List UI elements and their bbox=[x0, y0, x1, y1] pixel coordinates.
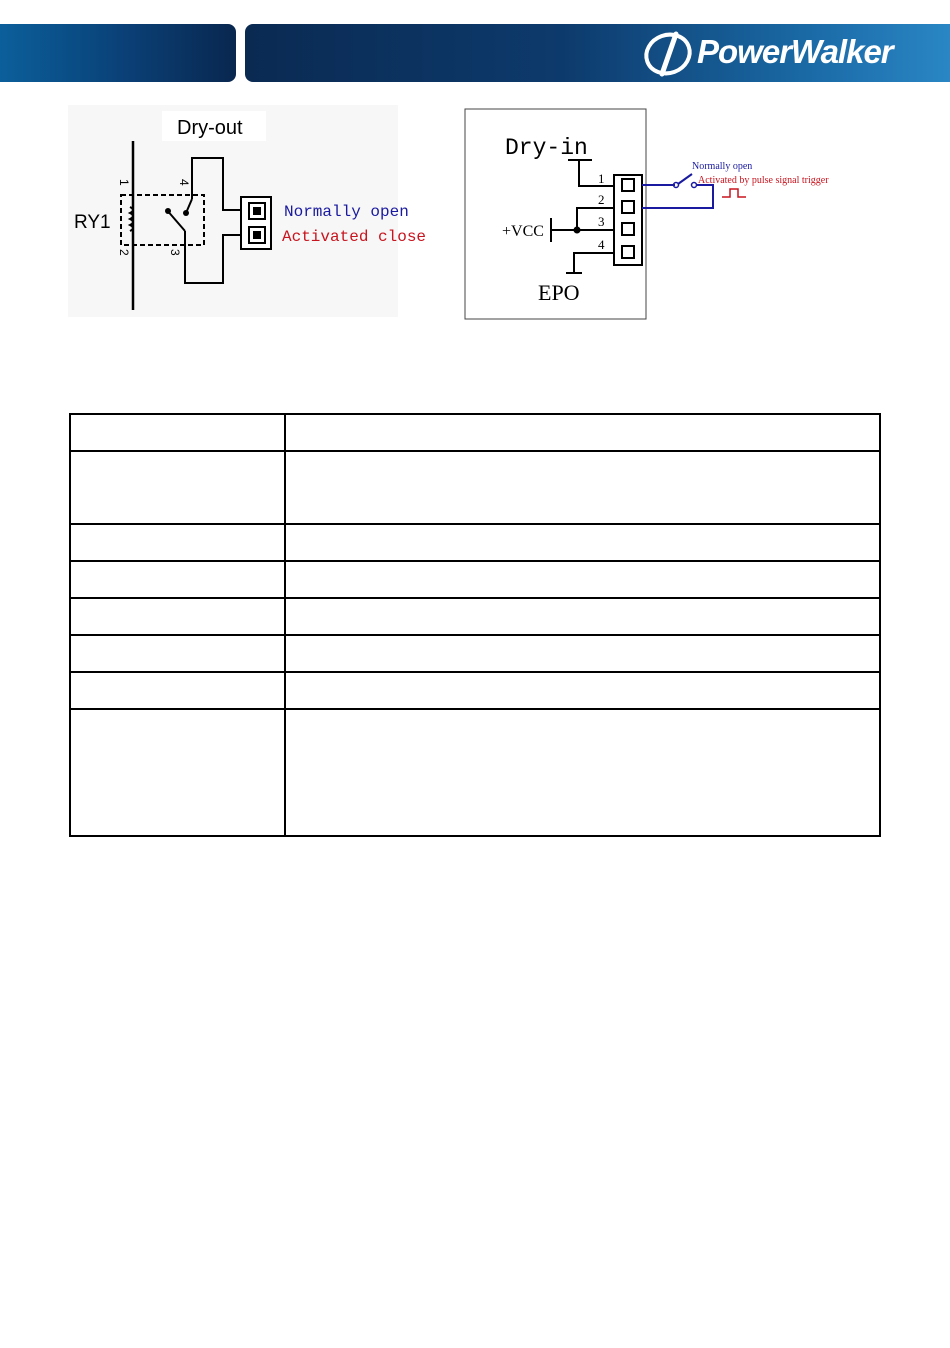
dry-in-pin-1: 1 bbox=[598, 171, 605, 186]
table-cell bbox=[70, 635, 285, 672]
table-cell bbox=[285, 672, 880, 709]
table-row bbox=[70, 672, 880, 709]
pin-1-label: 1 bbox=[117, 179, 131, 186]
specification-table bbox=[69, 413, 881, 837]
table-cell bbox=[70, 561, 285, 598]
dry-in-title: Dry-in bbox=[505, 135, 588, 161]
powerwalker-logo-icon bbox=[640, 28, 700, 80]
table-row bbox=[70, 561, 880, 598]
table-row bbox=[70, 524, 880, 561]
vcc-label: +VCC bbox=[502, 223, 544, 240]
dry-in-normally-open-label: Normally open bbox=[692, 161, 753, 172]
table-cell bbox=[285, 598, 880, 635]
table-cell bbox=[70, 524, 285, 561]
relay-label: RY1 bbox=[74, 212, 111, 233]
table-cell bbox=[285, 451, 880, 524]
table-cell bbox=[70, 451, 285, 524]
table-cell bbox=[285, 414, 880, 451]
brand-logo-text: PowerWalker bbox=[697, 33, 893, 70]
normally-open-label: Normally open bbox=[284, 203, 409, 221]
table-row bbox=[70, 414, 880, 451]
dry-out-diagram bbox=[68, 105, 448, 317]
table-cell bbox=[285, 524, 880, 561]
table-row bbox=[70, 451, 880, 524]
header-bar-left bbox=[0, 24, 236, 82]
table-cell bbox=[285, 709, 880, 836]
table-cell bbox=[70, 598, 285, 635]
dry-in-pulse-trigger-label: Activated by pulse signal trigger bbox=[698, 175, 829, 186]
table-cell bbox=[70, 709, 285, 836]
epo-label: EPO bbox=[538, 280, 580, 305]
dry-out-title: Dry-out bbox=[177, 117, 243, 139]
dry-in-diagram bbox=[464, 108, 904, 320]
pin-3-label: 3 bbox=[168, 249, 182, 256]
table-row bbox=[70, 635, 880, 672]
table-row bbox=[70, 598, 880, 635]
dry-in-pin-4: 4 bbox=[598, 237, 605, 252]
table-cell bbox=[70, 672, 285, 709]
table-cell bbox=[285, 561, 880, 598]
table-cell bbox=[70, 414, 285, 451]
dry-in-pin-3: 3 bbox=[598, 214, 605, 229]
pin-2-label: 2 bbox=[117, 249, 131, 256]
pin-4-label: 4 bbox=[177, 179, 191, 186]
activated-close-label: Activated close bbox=[282, 228, 427, 246]
dry-in-pin-2: 2 bbox=[598, 192, 605, 207]
table-row bbox=[70, 709, 880, 836]
table-cell bbox=[285, 635, 880, 672]
